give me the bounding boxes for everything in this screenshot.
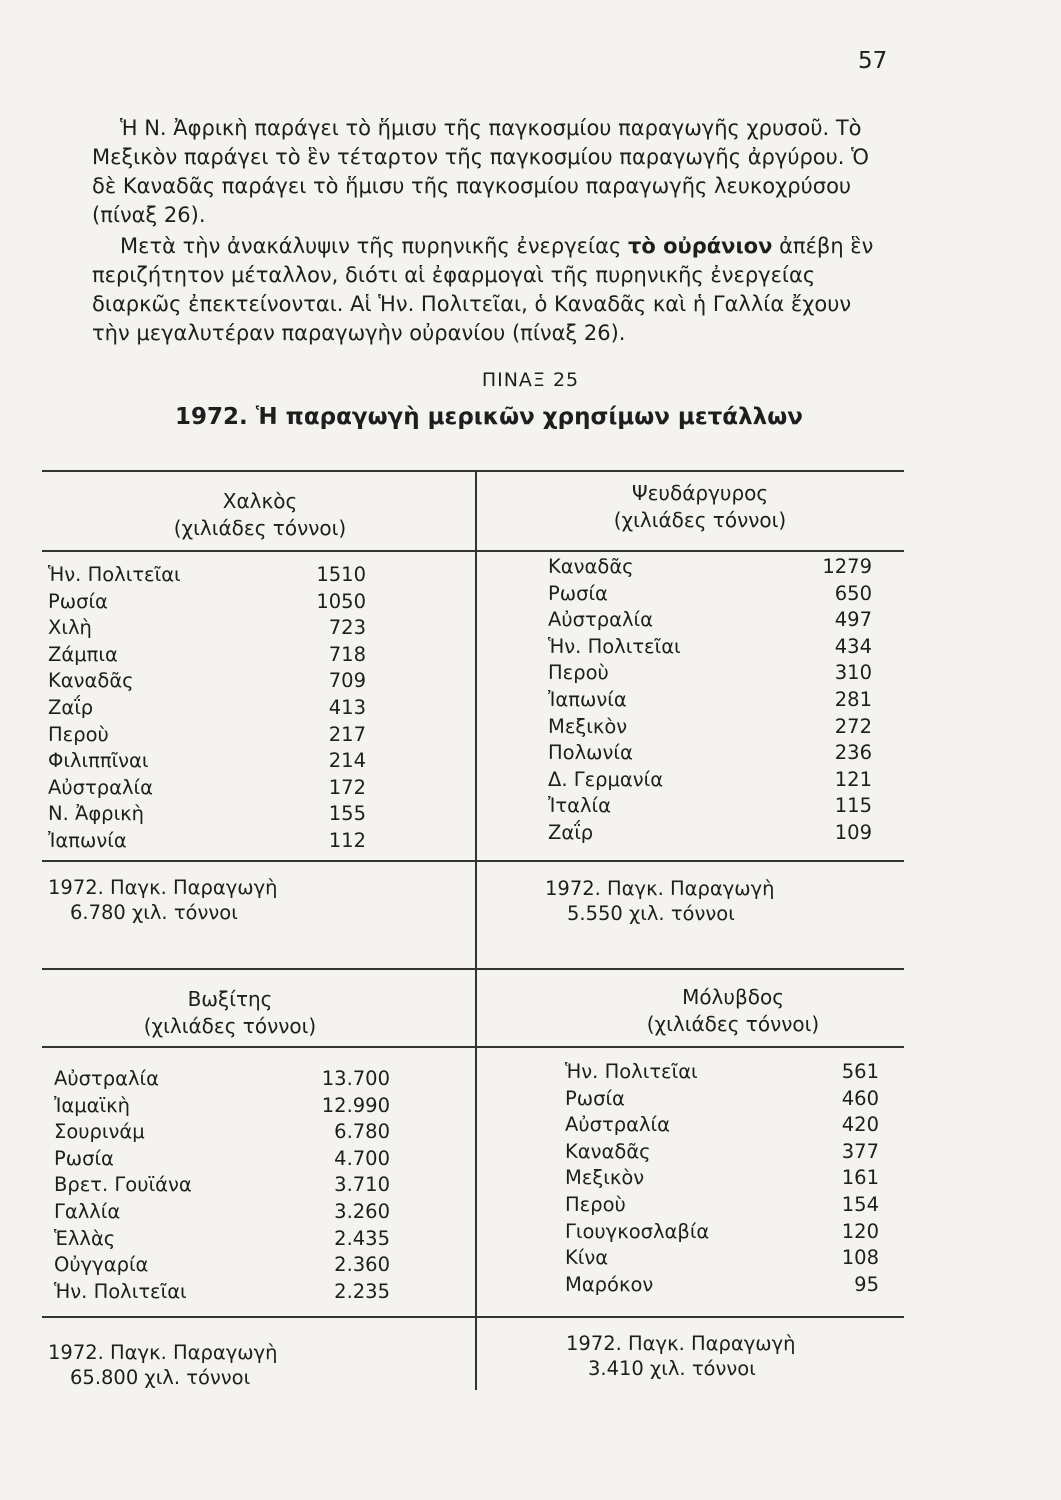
value: 13.700	[321, 1067, 390, 1090]
value: 2.360	[334, 1253, 390, 1277]
table-title: 1972. Ἡ παραγωγὴ μερικῶν χρησίμων μετάλλων	[175, 404, 803, 430]
value: 1050	[316, 589, 366, 613]
country: Πολωνία	[548, 741, 633, 765]
table-row	[48, 668, 366, 695]
rule-under-header-top	[42, 550, 904, 552]
value: 718	[328, 642, 366, 666]
copper-total-value: 6.780 χιλ. τόννοι	[70, 901, 238, 924]
value: 310	[834, 661, 872, 685]
value: 115	[834, 794, 872, 818]
country: Ρωσία	[48, 589, 108, 613]
country: Ρωσία	[548, 581, 608, 605]
value: 460	[841, 1086, 879, 1110]
country: Περοὺ	[548, 661, 609, 685]
value: 109	[834, 820, 872, 844]
country: Ἰταλία	[548, 794, 611, 818]
rule-middle	[42, 968, 904, 970]
copper-total	[48, 875, 278, 925]
column-divider	[475, 470, 477, 1390]
value: 3.710	[334, 1173, 390, 1197]
rule-above-total-top	[42, 860, 904, 862]
value: 95	[854, 1272, 879, 1296]
table-row	[565, 1192, 879, 1219]
value: 497	[834, 608, 872, 632]
table-row	[565, 1165, 879, 1192]
table-row	[548, 581, 872, 608]
country: Ζαΐρ	[48, 695, 94, 719]
lead-total	[566, 1331, 796, 1381]
value: 108	[841, 1246, 879, 1270]
country: Βρετ. Γουϊάνα	[54, 1173, 192, 1197]
table-row	[548, 714, 872, 741]
country: Χιλὴ	[48, 616, 92, 640]
country: Αὐστραλία	[548, 608, 653, 632]
table-row	[48, 748, 366, 775]
value: 161	[841, 1166, 879, 1190]
table-row	[548, 820, 872, 847]
table-row	[54, 1199, 390, 1226]
value: 434	[834, 634, 872, 658]
table-row	[48, 775, 366, 802]
value: 561	[841, 1060, 879, 1083]
country: Αὐστραλία	[54, 1067, 159, 1090]
country: Ρωσία	[54, 1146, 114, 1170]
rule-top	[42, 470, 904, 472]
country: Ἰαπωνία	[48, 828, 127, 852]
table-row	[565, 1272, 879, 1299]
country: Αὐστραλία	[48, 775, 153, 799]
copper-header	[60, 488, 460, 542]
paragraph-uranium-start: Μετὰ τὴν ἀνακάλυψιν τῆς πυρηνικῆς ἐνεργείας	[120, 234, 628, 258]
zinc-rows	[548, 554, 872, 847]
value: 3.260	[334, 1199, 390, 1223]
table-row	[54, 1226, 390, 1253]
country: Ἡν. Πολιτεῖαι	[54, 1279, 187, 1303]
table-row	[565, 1059, 879, 1086]
value: 281	[834, 687, 872, 711]
table-row	[54, 1252, 390, 1279]
country: Οὐγγαρία	[54, 1253, 149, 1277]
value: 154	[841, 1192, 879, 1216]
zinc-name: Ψευδάργυρος	[631, 481, 769, 505]
country: Κίνα	[565, 1246, 609, 1270]
table-row	[54, 1119, 390, 1146]
bauxite-rows	[54, 1066, 390, 1305]
value: 121	[834, 767, 872, 791]
country: Ἰαμαϊκὴ	[54, 1093, 130, 1117]
lead-total-value: 3.410 χιλ. τόννοι	[588, 1357, 756, 1380]
country: Ἡν. Πολιτεῖαι	[48, 563, 181, 586]
value: 172	[328, 775, 366, 799]
table-row	[565, 1112, 879, 1139]
table-row	[548, 793, 872, 820]
value: 723	[328, 616, 366, 640]
value: 4.700	[334, 1146, 390, 1170]
value: 2.235	[334, 1279, 390, 1303]
country: Ἰαπωνία	[548, 687, 627, 711]
table-row	[54, 1279, 390, 1306]
value: 1510	[316, 563, 366, 586]
value: 236	[834, 741, 872, 765]
country: Γιουγκοσλαβία	[565, 1219, 710, 1243]
country: Ζαΐρ	[548, 820, 594, 844]
table-row	[48, 695, 366, 722]
table-row	[48, 615, 366, 642]
bauxite-name: Βωξίτης	[187, 987, 273, 1011]
country: Μαρόκον	[565, 1272, 654, 1296]
table-row	[48, 828, 366, 855]
bauxite-unit: (χιλιάδες τόννοι)	[143, 1014, 317, 1038]
table-row	[54, 1093, 390, 1120]
lead-total-label: 1972. Παγκ. Παραγωγὴ	[566, 1332, 796, 1355]
table-row	[565, 1219, 879, 1246]
table-label: ΠΙΝΑΞ 25	[481, 369, 580, 391]
table-row	[565, 1245, 879, 1272]
country: Ζάμπια	[48, 642, 118, 666]
copper-unit: (χιλιάδες τόννοι)	[173, 516, 347, 540]
country: Μεξικὸν	[548, 714, 628, 738]
country: Ἑλλὰς	[54, 1226, 116, 1250]
table-row	[48, 801, 366, 828]
rule-above-total-bottom	[42, 1316, 904, 1318]
table-row	[548, 634, 872, 661]
table-row	[48, 562, 366, 589]
country: Καναδᾶς	[565, 1139, 651, 1163]
value: 120	[841, 1219, 879, 1243]
copper-name: Χαλκὸς	[222, 489, 298, 513]
table-row	[565, 1139, 879, 1166]
value: 272	[834, 714, 872, 738]
bauxite-total-label: 1972. Παγκ. Παραγωγὴ	[48, 1341, 278, 1364]
paragraph-uranium-end: ἀπέβη ἓν περιζήτητον μέταλλον, διότι αἱ ἐφαρμογαὶ τῆς πυρηνικῆς ἐνεργείας διαρκῶς ἐπεκτείνονται. Αἱ Ἡν. Πολιτεῖαι, ὁ Καναδᾶς καὶ ἡ Γαλλία ἔχουν τὴν μεγαλυτέραν παραγωγὴν οὐρανίου (πίναξ 26).	[92, 234, 874, 345]
value: 377	[841, 1139, 879, 1163]
paragraph-gold-silver-platinum: Ἡ Ν. Ἀφρικὴ παράγει τὸ ἥμισυ τῆς παγκοσμίου παραγωγῆς χρυσοῦ. Τὸ Μεξικὸν παράγει τὸ ἓν τέταρτον τῆς παγκοσμίου παραγωγῆς ἀργύρου. Ὁ δὲ Καναδᾶς παράγει τὸ ἥμισυ τῆς παγκοσμίου παραγωγῆς λευκοχρύσου (πίναξ 26).	[92, 116, 869, 227]
value: 217	[328, 722, 366, 746]
paragraph-uranium	[92, 232, 892, 348]
zinc-total-label: 1972. Παγκ. Παραγωγὴ	[545, 877, 775, 900]
table-row	[548, 687, 872, 714]
country: Περοὺ	[48, 722, 109, 746]
lead-header	[533, 984, 933, 1038]
table-row	[548, 607, 872, 634]
value: 650	[834, 581, 872, 605]
country: Φιλιππῖναι	[48, 749, 149, 773]
bauxite-header	[30, 986, 430, 1040]
country: Δ. Γερμανία	[548, 767, 664, 791]
value: 12.990	[321, 1093, 390, 1117]
country: Περοὺ	[565, 1192, 626, 1216]
paragraph-uranium-bold: τὸ οὐράνιον	[627, 234, 773, 258]
table-row	[48, 642, 366, 669]
country: Ἡν. Πολιτεῖαι	[548, 634, 681, 658]
zinc-total	[545, 876, 775, 926]
table-row	[54, 1146, 390, 1173]
copper-total-label: 1972. Παγκ. Παραγωγὴ	[48, 876, 278, 899]
country: Γαλλία	[54, 1199, 121, 1223]
page-number: 57	[858, 48, 888, 74]
zinc-unit: (χιλιάδες τόννοι)	[613, 508, 787, 532]
table-row	[565, 1086, 879, 1113]
value: 2.435	[334, 1226, 390, 1250]
country: Αὐστραλία	[565, 1113, 670, 1137]
country: Μεξικὸν	[565, 1166, 645, 1190]
value: 6.780	[334, 1120, 390, 1144]
table-row	[54, 1066, 390, 1093]
copper-rows	[48, 562, 366, 855]
value: 420	[841, 1113, 879, 1137]
table-row	[548, 767, 872, 794]
bauxite-total	[48, 1340, 278, 1390]
zinc-total-value: 5.550 χιλ. τόννοι	[567, 902, 735, 925]
bauxite-total-value: 65.800 χιλ. τόννοι	[70, 1366, 251, 1389]
country: Ἡν. Πολιτεῖαι	[565, 1060, 698, 1083]
zinc-header	[500, 480, 900, 534]
country: Σουρινάμ	[54, 1120, 145, 1144]
lead-unit: (χιλιάδες τόννοι)	[646, 1012, 820, 1036]
lead-name: Μόλυβδος	[682, 985, 784, 1009]
value: 155	[328, 802, 366, 826]
table-row	[54, 1172, 390, 1199]
rule-under-header-bottom	[42, 1046, 904, 1048]
country: Ν. Ἀφρικὴ	[48, 802, 145, 826]
table-row	[548, 660, 872, 687]
table-row	[548, 740, 872, 767]
table-row	[48, 722, 366, 749]
value: 112	[328, 828, 366, 852]
table-row	[48, 589, 366, 616]
value: 709	[328, 669, 366, 693]
country: Καναδᾶς	[48, 669, 134, 693]
lead-rows	[565, 1059, 879, 1298]
table-row	[548, 554, 872, 581]
country: Ρωσία	[565, 1086, 625, 1110]
value: 1279	[822, 555, 872, 578]
value: 413	[328, 695, 366, 719]
value: 214	[328, 749, 366, 773]
country: Καναδᾶς	[548, 555, 634, 578]
